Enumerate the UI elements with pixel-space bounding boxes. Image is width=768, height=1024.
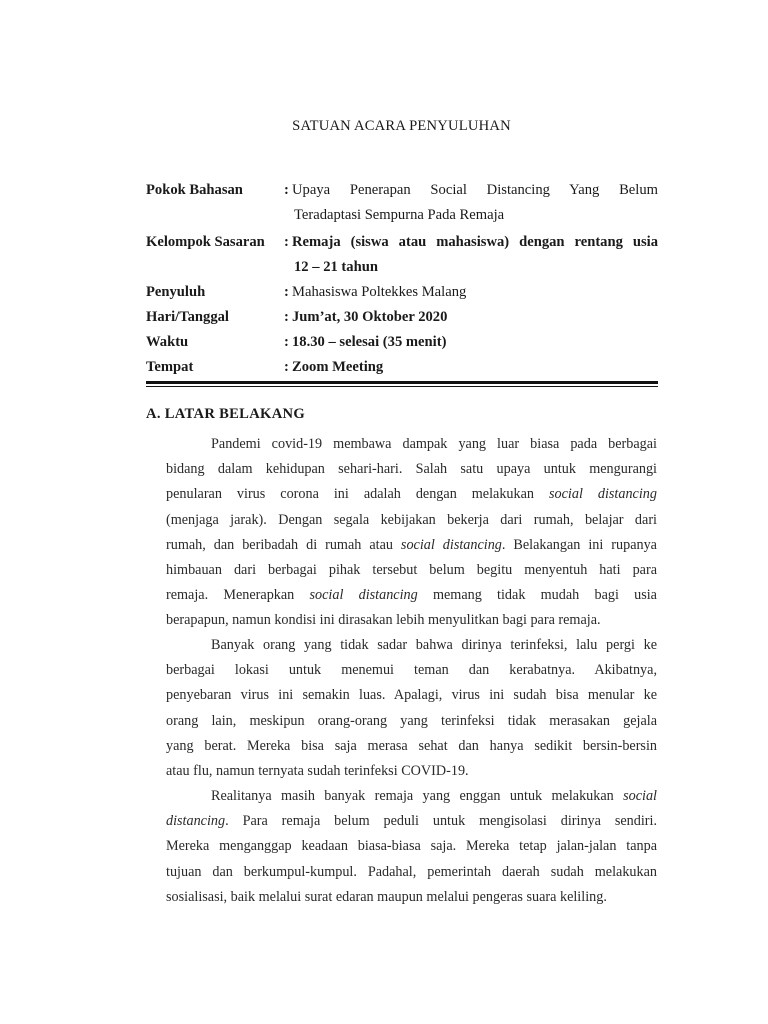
text-run: Pandemi covid-19 membawa dampak yang luar biasa pada berbagai (211, 436, 657, 452)
italic-term: social distancing (309, 587, 418, 604)
text-run: (menjaga jarak). Dengan segala kebijakan bekerja dari rumah, belajar dari (166, 511, 657, 528)
text-run: Realitanya masih banyak remaja yang enggan untuk melakukan (211, 788, 624, 804)
text-run: berapapun, namun kondisi ini dirasakan lebih menyulitkan bagi para remaja. (166, 612, 601, 629)
info-label: Tempat (146, 359, 194, 375)
paragraph-line (166, 709, 657, 734)
text-run: orang lain, meskipun orang-orang yang terinfeksi tidak merasakan gejala (166, 712, 657, 729)
paragraph-line (166, 683, 657, 708)
text-run: Mereka menganggap keadaan biasa-biasa saja. Mereka tetap jalan-jalan tanpa (166, 838, 657, 855)
info-value: 18.30 – selesai (35 menit) (292, 334, 447, 350)
paragraph-line (166, 608, 657, 633)
paragraph (166, 633, 657, 784)
paragraph-line (166, 457, 657, 482)
paragraph-line (166, 734, 657, 759)
info-value: Jum’at, 30 Oktober 2020 (292, 309, 448, 325)
document-title: SATUAN ACARA PENYULUHAN (292, 118, 511, 134)
paragraph-line (166, 558, 657, 583)
paragraph-line (166, 784, 657, 809)
paragraph-line (166, 633, 657, 658)
info-value: Teradaptasi Sempurna Pada Remaja (294, 207, 505, 223)
paragraph-line (166, 583, 657, 608)
info-value: 12 – 21 tahun (294, 259, 378, 275)
text-run: . Para remaja belum peduli untuk mengisolasi dirinya sendiri. (225, 813, 657, 830)
paragraph-line (166, 860, 657, 885)
text-run: rumah, dan beribadah di rumah atau (166, 536, 401, 553)
text-run: Banyak orang yang tidak sadar bahwa dirinya terinfeksi, lalu pergi ke (211, 637, 657, 653)
paragraph-line (166, 508, 657, 533)
info-value: Zoom Meeting (292, 359, 384, 375)
info-value: Remaja (siswa atau mahasiswa) dengan rentang usia (292, 234, 658, 250)
italic-term: distancing (166, 813, 226, 830)
paragraph-line (166, 759, 657, 784)
text-run: yang berat. Mereka bisa saja merasa sehat dan hanya sedikit bersin-bersin (166, 737, 657, 754)
paragraph (166, 784, 657, 910)
paragraph-line (166, 885, 657, 910)
text-run: sosialisasi, baik melalui surat edaran maupun melalui pengeras suara keliling. (166, 888, 607, 905)
divider-thin (146, 386, 658, 387)
info-colon: : (284, 309, 289, 325)
paragraph-line (166, 809, 657, 834)
paragraph-line (166, 533, 657, 558)
info-colon: : (284, 284, 289, 300)
text-run: remaja. Menerapkan (166, 587, 310, 604)
info-label: Waktu (146, 334, 189, 350)
text-run: penyebaran virus ini semakin luas. Apalagi, virus ini sudah bisa menular ke (166, 687, 657, 704)
text-run: atau flu, namun ternyata sudah terinfeksi COVID-19. (166, 762, 469, 779)
paragraph (166, 432, 657, 634)
info-value: Upaya Penerapan Social Distancing Yang Belum (292, 182, 658, 198)
info-colon: : (284, 234, 289, 250)
text-run: tujuan dan berkumpul-kumpul. Padahal, pemerintah daerah sudah melakukan (166, 863, 657, 880)
info-colon: : (284, 359, 289, 375)
paragraph-line (166, 432, 657, 457)
info-label: Kelompok Sasaran (146, 234, 265, 250)
text-run: . Belakangan ini rupanya (501, 536, 657, 553)
text-run: berbagai lokasi untuk menemui teman dan kerabatnya. Akibatnya, (166, 662, 657, 679)
divider-thick (146, 381, 658, 384)
info-label: Pokok Bahasan (146, 182, 243, 198)
info-value: Mahasiswa Poltekkes Malang (292, 284, 467, 300)
text-run: bidang dalam kehidupan sehari-hari. Salah satu upaya untuk mengurangi (166, 461, 657, 478)
italic-term: social distancing (400, 536, 502, 553)
paragraph-line (166, 482, 657, 507)
paragraph-line (166, 658, 657, 683)
info-label: Hari/Tanggal (146, 309, 229, 325)
paragraph-line (166, 834, 657, 859)
text-run: himbauan dari berbagai pihak tersebut belum begitu menyentuh hati para (166, 561, 657, 578)
info-label: Penyuluh (146, 284, 206, 300)
section-heading: A. LATAR BELAKANG (146, 406, 306, 422)
text-run: penularan virus corona ini adalah dengan melakukan (166, 486, 549, 503)
info-colon: : (284, 182, 289, 198)
info-colon: : (284, 334, 289, 350)
italic-term: social (623, 788, 657, 804)
italic-term: social distancing (549, 486, 657, 503)
text-run: memang tidak mudah bagi usia (417, 587, 657, 604)
